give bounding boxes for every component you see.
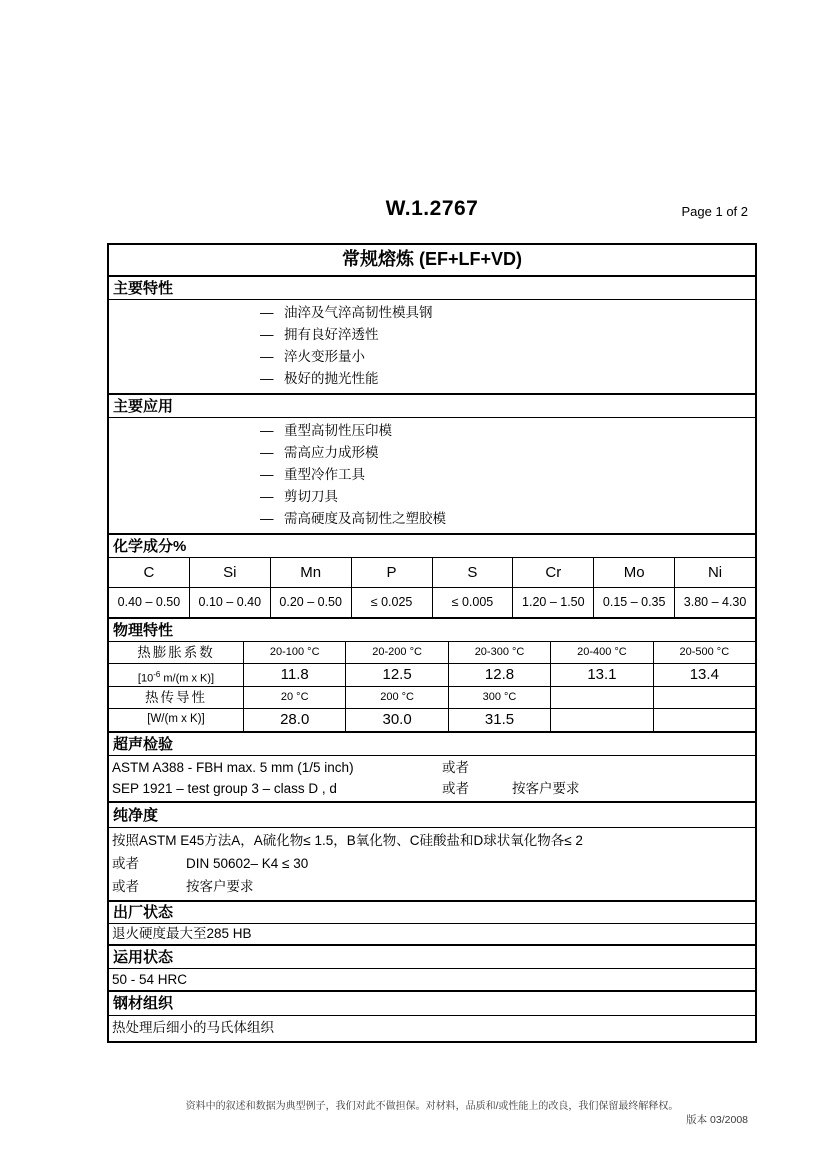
section-heading-working: 运用状态	[109, 944, 755, 968]
element-header: Cr	[512, 558, 593, 587]
application-text: 重型冷作工具	[284, 467, 365, 482]
list-item	[109, 302, 755, 324]
conductivity-value	[550, 709, 652, 731]
element-range: 3.80 – 4.30	[674, 588, 755, 617]
conductivity-values-row	[109, 708, 755, 731]
feature-text: 极好的抛光性能	[284, 371, 379, 386]
application-text: 重型高韧性压印模	[284, 423, 392, 438]
ultrasonic-spec: ASTM A388 - FBH max. 5 mm (1/5 inch)	[112, 760, 354, 775]
temp-header: 20-300 °C	[448, 642, 550, 663]
temp-header: 20-400 °C	[550, 642, 652, 663]
conductivity-label: 热传导性	[109, 687, 244, 708]
purity-content	[109, 827, 755, 900]
melting-process-title: 常规熔炼 (EF+LF+VD)	[341, 249, 522, 269]
element-header: P	[351, 558, 432, 587]
purity-line: 按照ASTM E45方法A，A硫化物≤ 1.5，B氧化物、C硅酸盐和D球状氧化物各≤ 2	[112, 833, 583, 848]
dash-marker: —	[260, 371, 274, 386]
expansion-value: 13.1	[550, 664, 652, 686]
expansion-label: 热膨胀系数	[109, 642, 244, 663]
datasheet-table	[107, 243, 757, 1043]
steel-structure-text: 热处理后细小的马氏体组织	[109, 1015, 755, 1041]
unit-exponent: -6	[153, 670, 161, 679]
list-item	[109, 324, 755, 346]
ultrasonic-line	[109, 757, 755, 778]
expansion-value: 12.5	[345, 664, 447, 686]
working-hardness-text: 50 - 54 HRC	[109, 968, 755, 990]
document-number: W.1.2767	[385, 197, 479, 220]
chemistry-values-row	[109, 587, 755, 617]
dash-marker: —	[260, 489, 274, 504]
expansion-value: 13.4	[653, 664, 755, 686]
chemistry-header-row	[109, 557, 755, 587]
footer-disclaimer: 资料中的叙述和数据为典型例子，我们对此不做担保。对材料，品质和/或性能上的改良，我们保留最终解释权。	[185, 1101, 679, 1112]
dash-marker: —	[260, 423, 274, 438]
list-item	[109, 442, 755, 464]
element-header: Ni	[674, 558, 755, 587]
dash-marker: —	[260, 327, 274, 342]
element-range: ≤ 0.005	[432, 588, 513, 617]
ultrasonic-spec: SEP 1921 – test group 3 – class D , d	[112, 781, 337, 796]
conductivity-value: 28.0	[280, 711, 310, 728]
feature-text: 淬火变形量小	[284, 349, 365, 364]
element-header: Mo	[593, 558, 674, 587]
temp-header: 20 °C	[280, 691, 309, 703]
temp-header: 20-100 °C	[269, 646, 320, 658]
or-label: 或者	[442, 760, 469, 775]
ultrasonic-content	[109, 755, 755, 801]
section-heading-structure: 钢材组织	[109, 990, 755, 1015]
or-label: 或者	[442, 781, 469, 796]
section-heading-applications: 主要应用	[109, 393, 755, 417]
purity-line	[109, 875, 755, 898]
footer-version: 版本 03/2008	[686, 1114, 748, 1126]
conductivity-temps-row	[109, 686, 755, 708]
unit-prefix: [10	[137, 672, 154, 685]
application-text: 剪切刀具	[284, 489, 338, 504]
page-indicator: Page 1 of 2	[681, 204, 748, 219]
unit-suffix: m/(m x K)]	[160, 672, 215, 685]
dash-marker: —	[260, 349, 274, 364]
temp-header: 200 °C	[345, 687, 447, 708]
feature-text: 油淬及气淬高韧性模具钢	[284, 305, 433, 320]
expansion-values-row	[109, 663, 755, 686]
list-item	[109, 346, 755, 368]
element-range: ≤ 0.025	[351, 588, 432, 617]
temp-header	[653, 687, 755, 708]
section-heading-features: 主要特性	[109, 275, 755, 299]
purity-din-spec: DIN 50602– K4 ≤ 30	[186, 856, 309, 871]
application-text: 需高应力成形模	[284, 445, 379, 460]
feature-text: 拥有良好淬透性	[284, 327, 379, 342]
features-list	[109, 299, 755, 393]
dash-marker: —	[260, 511, 274, 526]
dash-marker: —	[260, 305, 274, 320]
section-heading-physical: 物理特性	[109, 617, 755, 641]
conductivity-value: 31.5	[448, 709, 550, 731]
purity-customer-spec: 按客户要求	[186, 879, 254, 894]
list-item	[109, 368, 755, 390]
conductivity-value: 30.0	[345, 709, 447, 731]
temp-header: 20-500 °C	[653, 642, 755, 663]
conductivity-unit: [W/(m x K)]	[109, 709, 244, 731]
list-item	[109, 464, 755, 486]
delivery-condition-text: 退火硬度最大至285 HB	[109, 923, 755, 944]
or-label: 或者	[112, 856, 139, 871]
ultrasonic-alt	[512, 757, 755, 778]
section-heading-ultrasonic: 超声检验	[109, 731, 755, 755]
element-header: Mn	[270, 558, 351, 587]
section-heading-chemistry: 化学成分%	[109, 533, 755, 557]
list-item	[109, 486, 755, 508]
element-header: Si	[189, 558, 270, 587]
dash-marker: —	[260, 445, 274, 460]
or-label: 或者	[112, 879, 139, 894]
temp-header: 20-200 °C	[345, 642, 447, 663]
ultrasonic-line	[109, 778, 755, 799]
element-header: C	[143, 564, 155, 581]
expansion-temps-row	[109, 641, 755, 663]
section-heading-purity: 纯净度	[109, 801, 755, 827]
ultrasonic-alt: 按客户要求	[512, 781, 580, 796]
purity-line	[109, 852, 755, 875]
section-heading-delivery: 出厂状态	[109, 900, 755, 923]
expansion-value: 11.8	[280, 666, 309, 683]
dash-marker: —	[260, 467, 274, 482]
element-range: 0.20 – 0.50	[270, 588, 351, 617]
element-range: 0.10 – 0.40	[189, 588, 270, 617]
element-range: 0.15 – 0.35	[593, 588, 674, 617]
conductivity-value	[653, 709, 755, 731]
application-text: 需高硬度及高韧性之塑胶模	[284, 511, 446, 526]
temp-header	[550, 687, 652, 708]
element-range: 1.20 – 1.50	[512, 588, 593, 617]
applications-list	[109, 417, 755, 533]
list-item	[109, 420, 755, 442]
list-item	[109, 508, 755, 530]
expansion-unit	[109, 664, 244, 686]
temp-header: 300 °C	[448, 687, 550, 708]
element-header: S	[432, 558, 513, 587]
element-range: 0.40 – 0.50	[117, 595, 181, 609]
expansion-value: 12.8	[448, 664, 550, 686]
